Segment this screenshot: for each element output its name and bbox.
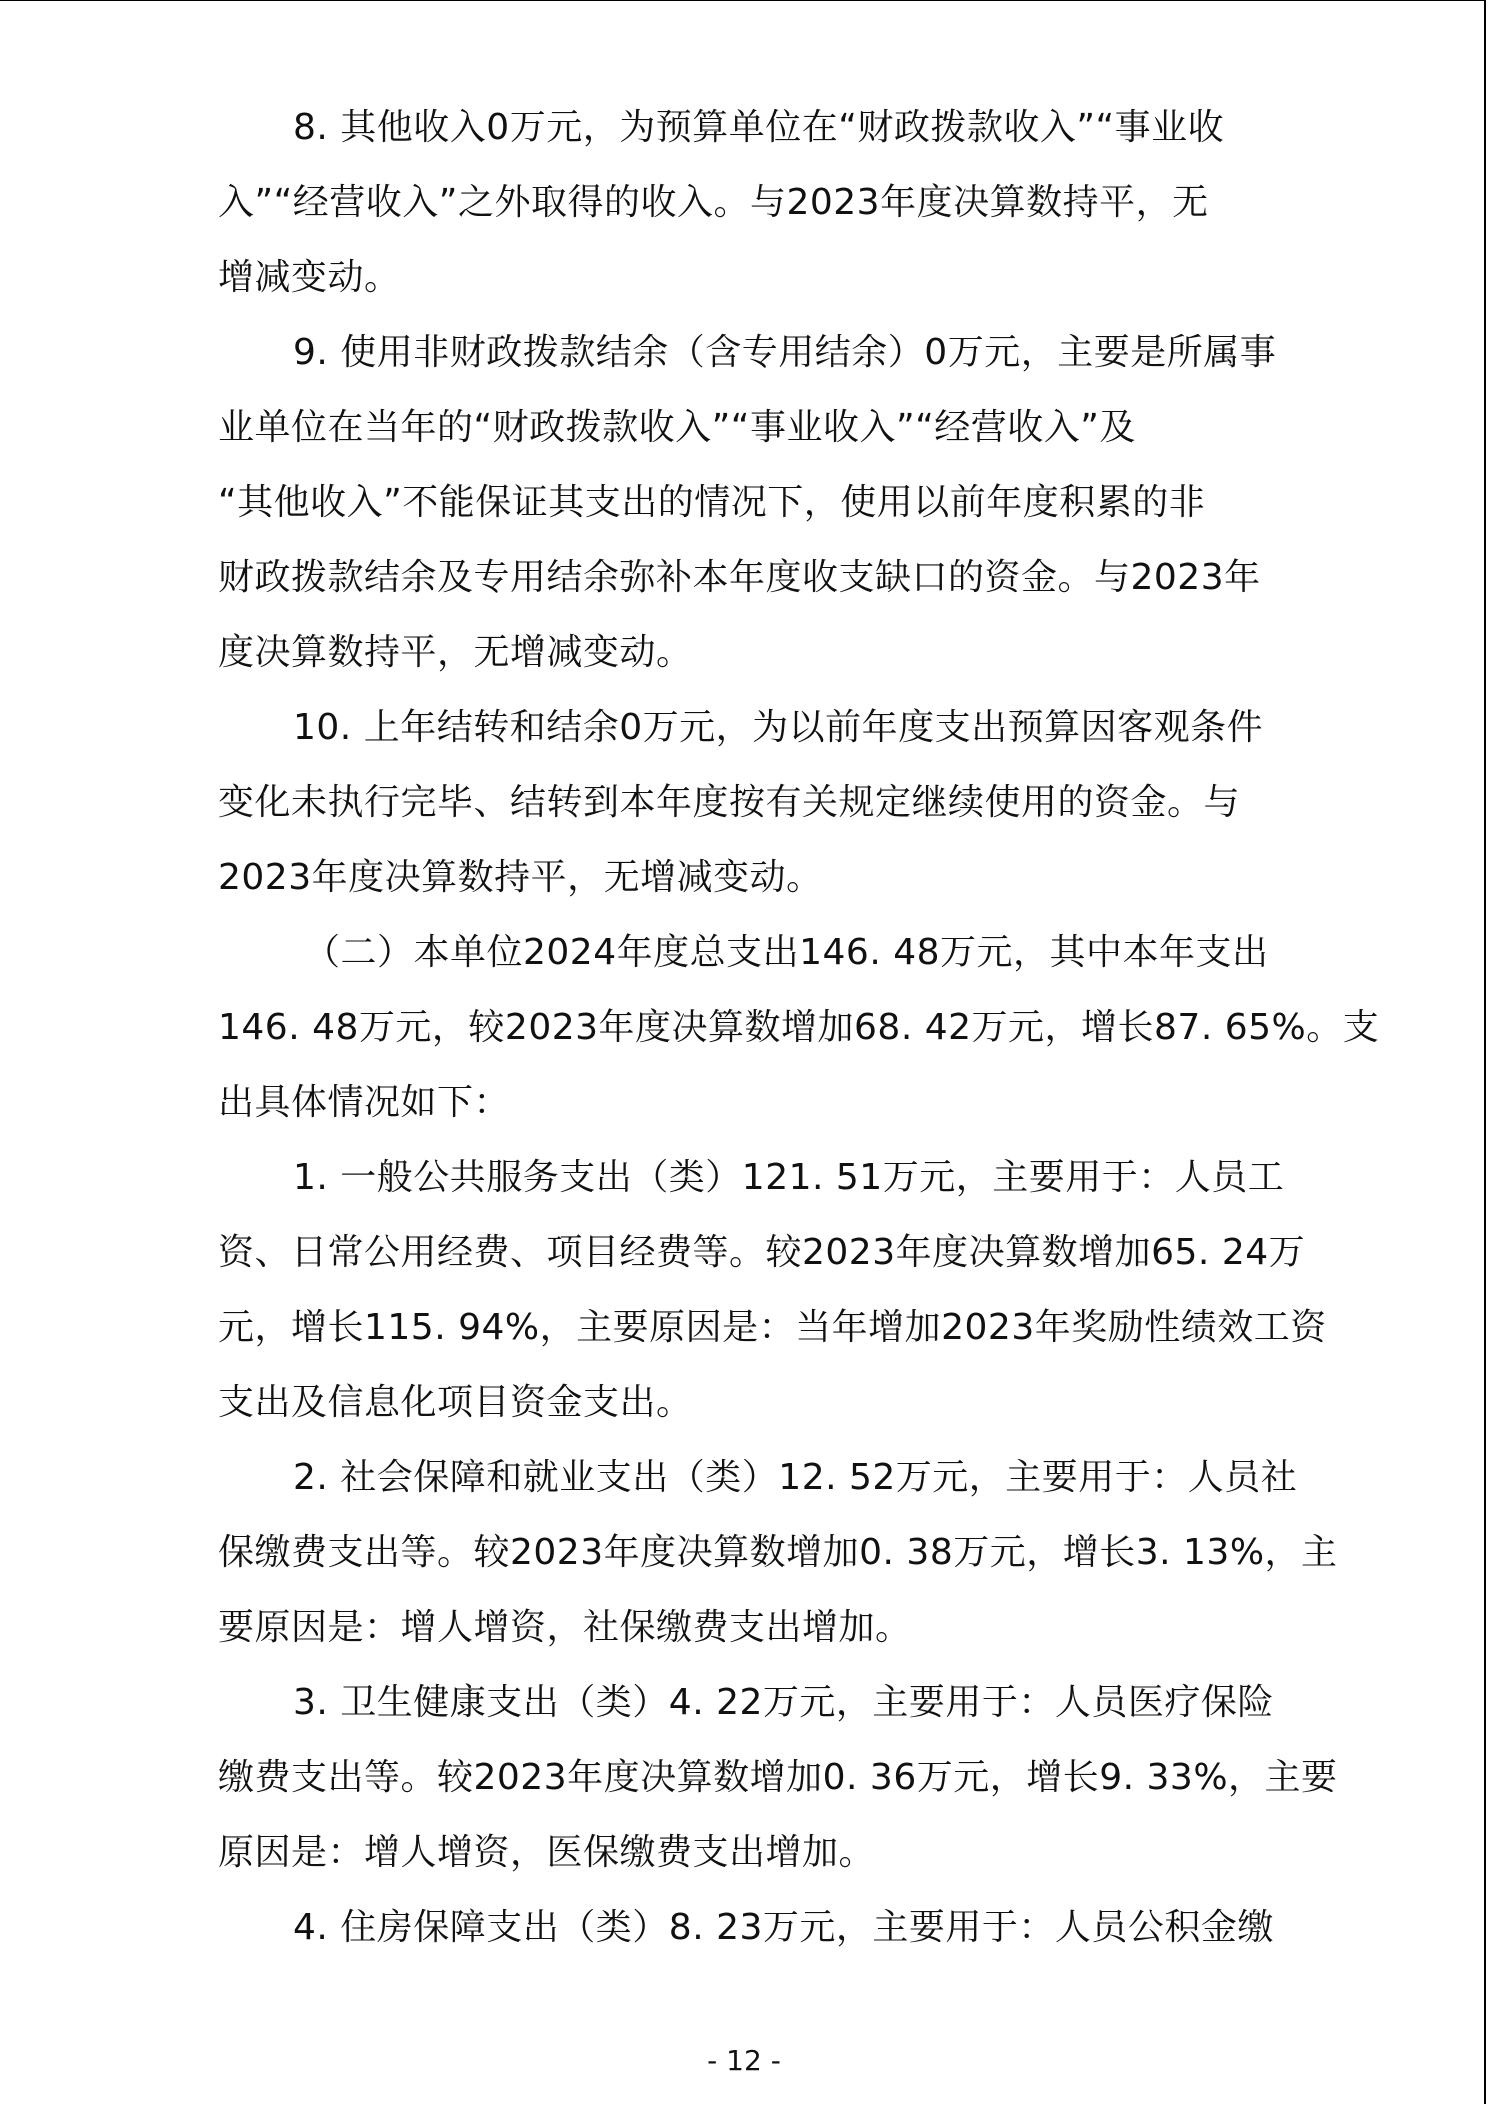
paragraph-line: 4. 住房保障支出（类）8. 23万元，主要用于：人员公积金缴 bbox=[293, 1907, 1274, 1948]
page-number: - 12 - bbox=[707, 2044, 781, 2077]
paragraph-line: “其他收入”不能保证其支出的情况下，使用以前年度积累的非 bbox=[218, 482, 1206, 523]
paragraph-line: 2. 社会保障和就业支出（类）12. 52万元，主要用于：人员社 bbox=[293, 1457, 1298, 1498]
paragraph-line: 入”“经营收入”之外取得的收入。与2023年度决算数持平，无 bbox=[218, 182, 1209, 223]
document-body bbox=[218, 100, 1380, 1975]
paragraph-line: 出具体情况如下： bbox=[218, 1082, 511, 1123]
paragraph-line: 1. 一般公共服务支出（类）121. 51万元，主要用于：人员工 bbox=[293, 1157, 1285, 1198]
paragraph-line: 原因是：增人增资，医保缴费支出增加。 bbox=[218, 1832, 876, 1873]
paragraph-line: 146. 48万元，较2023年度决算数增加68. 42万元，增长87. 65%。支 bbox=[218, 1007, 1380, 1048]
paragraph-line: 8. 其他收入0万元，为预算单位在“财政拨款收入”“事业收 bbox=[293, 107, 1225, 148]
paragraph-line: 要原因是：增人增资，社保缴费支出增加。 bbox=[218, 1607, 912, 1648]
paragraph-line: 保缴费支出等。较2023年度决算数增加0. 38万元，增长3. 13%，主 bbox=[218, 1532, 1338, 1573]
paragraph-line: 财政拨款结余及专用结余弥补本年度收支缺口的资金。与2023年 bbox=[218, 557, 1261, 598]
paragraph-line: 10. 上年结转和结余0万元，为以前年度支出预算因客观条件 bbox=[293, 707, 1264, 748]
paragraph-line: 增减变动。 bbox=[218, 257, 401, 298]
paragraph-line: 度决算数持平，无增减变动。 bbox=[218, 632, 693, 673]
section-heading-line: （二）本单位2024年度总支出146. 48万元，其中本年支出 bbox=[304, 932, 1269, 973]
paragraph-line: 9. 使用非财政拨款结余（含专用结余）0万元，主要是所属事 bbox=[293, 332, 1277, 373]
paragraph-line: 元，增长115. 94%，主要原因是：当年增加2023年奖励性绩效工资 bbox=[218, 1307, 1327, 1348]
paragraph-line: 资、日常公用经费、项目经费等。较2023年度决算数增加65. 24万 bbox=[218, 1232, 1306, 1273]
paragraph-line: 支出及信息化项目资金支出。 bbox=[218, 1382, 693, 1423]
paragraph-line: 缴费支出等。较2023年度决算数增加0. 36万元，增长9. 33%，主要 bbox=[218, 1757, 1338, 1798]
paragraph-line: 变化未执行完毕、结转到本年度按有关规定继续使用的资金。与 bbox=[218, 782, 1241, 823]
paragraph-line: 3. 卫生健康支出（类）4. 22万元，主要用于：人员医疗保险 bbox=[293, 1682, 1274, 1723]
paragraph-line: 2023年度决算数持平，无增减变动。 bbox=[218, 857, 823, 898]
paragraph-line: 业单位在当年的“财政拨款收入”“事业收入”“经营收入”及 bbox=[218, 407, 1136, 448]
